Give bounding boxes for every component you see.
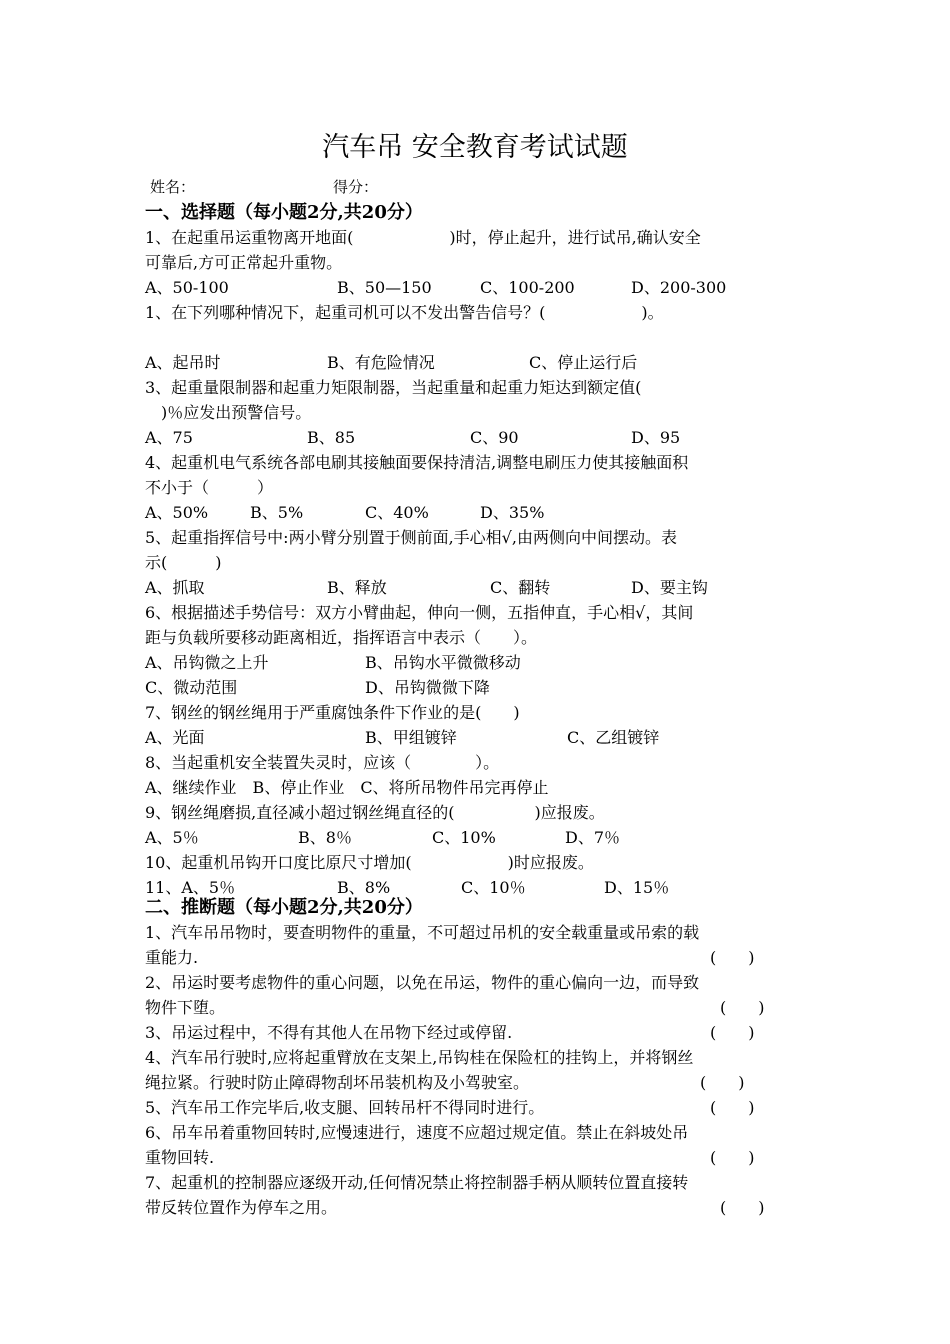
option-b: B、甲组镀锌 — [365, 728, 457, 747]
option-d: D、35% — [480, 503, 545, 522]
option-b: B、吊钩水平微微移动 — [365, 653, 521, 672]
option-c: C、90 — [470, 428, 519, 447]
name-label: 姓名： — [150, 178, 196, 196]
section1-body — [145, 225, 815, 900]
option-b: B、释放 — [327, 578, 387, 597]
question-8-line-1: 8、当起重机安全装置失灵时，应该（ ）。 — [145, 753, 500, 772]
option-a: 11、A、5％ — [145, 878, 236, 897]
question-9-options — [145, 825, 815, 850]
answer-parens[interactable]: ( ) — [700, 1073, 745, 1092]
section1-heading: 一、选择题（每小题2分,共20分） — [145, 202, 423, 223]
option-b: B、8% — [337, 878, 391, 897]
option-b: B、5% — [250, 503, 304, 522]
statement-6-line-2 — [145, 1145, 815, 1170]
option-c: C、100-200 — [480, 278, 575, 297]
section2-heading: 二、推断题（每小题2分,共20分） — [145, 897, 423, 918]
statement-text: 重能力. — [145, 948, 199, 967]
option-c: C、翻转 — [490, 578, 551, 597]
option-d: D、15％ — [604, 878, 670, 897]
option-a: A、5％ — [145, 828, 199, 847]
question-4-line-1: 4、起重机电气系统各部电刷其接触面要保持清洁,调整电刷压力使其接触面积 — [145, 453, 689, 472]
question-3-line-1: 3、起重量限制器和起重力矩限制器，当起重量和起重力矩达到额定值( — [145, 378, 642, 397]
option-c: C、微动范围 — [145, 678, 238, 697]
option-a: A、50-100 — [145, 278, 229, 297]
option-c: C、10% — [432, 828, 496, 847]
option-d: D、200-300 — [631, 278, 727, 297]
statement-2-line-2 — [145, 995, 815, 1020]
option-d: D、7％ — [565, 828, 621, 847]
question-3-line-2: )％应发出预警信号。 — [145, 403, 312, 422]
statement-7-line-2 — [145, 1195, 815, 1220]
answer-parens[interactable]: ( ) — [720, 1198, 765, 1217]
option-b: B、50—150 — [337, 278, 432, 297]
statement-4-line-2 — [145, 1070, 815, 1095]
option-c: C、停止运行后 — [529, 353, 638, 372]
statement-text: 物件下堕。 — [145, 998, 226, 1017]
question-5-line-2: 示( ) — [145, 553, 222, 572]
section2-body — [145, 920, 815, 1220]
answer-parens[interactable]: ( ) — [710, 1148, 755, 1167]
question-1-options — [145, 275, 815, 300]
option-d: D、吊钩微微下降 — [365, 678, 490, 697]
statement-text: 带反转位置作为停车之用。 — [145, 1198, 338, 1217]
statement-2-line-1: 2、吊运时要考虑物件的重心问题，以免在吊运，物件的重心偏向一边，而导致 — [145, 973, 700, 992]
question-4-line-2: 不小于（ ） — [145, 478, 274, 497]
option-d: D、要主钩 — [631, 578, 708, 597]
option-a: A、抓取 — [145, 578, 205, 597]
answer-parens[interactable]: ( ) — [710, 948, 755, 967]
answer-parens[interactable]: ( ) — [710, 1023, 755, 1042]
option-a: A、吊钩微之上升 — [145, 653, 269, 672]
question-5-options — [145, 575, 815, 600]
question-6-options-row-2 — [145, 675, 815, 700]
statement-3-line-1 — [145, 1020, 815, 1045]
option-a: A、起吊时 — [145, 353, 221, 372]
question-7-options — [145, 725, 815, 750]
question-2-options — [145, 350, 815, 375]
answer-parens[interactable]: ( ) — [720, 998, 765, 1017]
statement-text: 绳拉紧。行驶时防止障碍物刮坏吊装机构及小驾驶室。 — [145, 1073, 530, 1092]
option-c: C、10％ — [461, 878, 526, 897]
statement-text: 重物回转. — [145, 1148, 215, 1167]
statement-5-line-1 — [145, 1095, 815, 1120]
blank-line — [145, 325, 815, 350]
question-3-options — [145, 425, 815, 450]
page-title: 汽车吊 安全教育考试试题 — [322, 132, 628, 163]
option-a: A、50% — [145, 503, 209, 522]
question-10-line-1: 10、起重机吊钩开口度比原尺寸增加( )时应报废。 — [145, 853, 594, 872]
option-a: A、光面 — [145, 728, 205, 747]
statement-1-line-1: 1、汽车吊吊物时，要查明物件的重量，不可超过吊机的安全载重量或吊索的载 — [145, 923, 700, 942]
question-9-line-1: 9、钢丝绳磨损,直径减小超过钢丝绳直径的( )应报废。 — [145, 803, 605, 822]
option-d: D、95 — [631, 428, 681, 447]
question-8-options: A、继续作业 B、停止作业 C、将所吊物件吊完再停止 — [145, 778, 549, 797]
option-a: A、75 — [145, 428, 193, 447]
option-b: B、85 — [307, 428, 356, 447]
statement-4-line-1: 4、汽车吊行驶时,应将起重臂放在支架上,吊钩桂在保险杠的挂钩上，并将钢丝 — [145, 1048, 694, 1067]
question-6-line-1: 6、根据描述手势信号：双方小臂曲起，伸向一侧，五指伸直，手心相√，其间 — [145, 603, 694, 622]
question-1-line-2: 可靠后,方可正常起升重物。 — [145, 253, 343, 272]
score-label: 得分： — [333, 178, 379, 196]
statement-text: 5、汽车吊工作完毕后,收支腿、回转吊杆不得同时进行。 — [145, 1098, 545, 1117]
question-1-line-1: 1、在起重吊运重物离开地面( )时，停止起升，进行试吊,确认安全 — [145, 228, 701, 247]
option-b: B、有危险情况 — [327, 353, 435, 372]
question-5-line-1: 5、起重指挥信号中:两小臂分别置于侧前面,手心相√,由两侧向中间摆动。表 — [145, 528, 677, 547]
answer-parens[interactable]: ( ) — [710, 1098, 755, 1117]
statement-1-line-2 — [145, 945, 815, 970]
option-c: C、40% — [365, 503, 429, 522]
question-6-line-2: 距与负载所要移动距离相近，指挥语言中表示（ ）。 — [145, 628, 538, 647]
question-4-options — [145, 500, 815, 525]
question-7-line-1: 7、钢丝的钢丝绳用于严重腐蚀条件下作业的是( ) — [145, 703, 520, 722]
question-6-options-row-1 — [145, 650, 815, 675]
question-2-line-1: 1、在下列哪种情况下，起重司机可以不发出警告信号？( )。 — [145, 303, 664, 322]
option-c: C、乙组镀锌 — [567, 728, 660, 747]
statement-text: 3、吊运过程中，不得有其他人在吊物下经过或停留. — [145, 1023, 513, 1042]
statement-6-line-1: 6、吊车吊着重物回转时,应慢速进行，速度不应超过规定值。禁止在斜坡处吊 — [145, 1123, 689, 1142]
option-b: B、8％ — [298, 828, 352, 847]
statement-7-line-1: 7、起重机的控制器应逐级开动,任何情况禁止将控制器手柄从顺转位置直接转 — [145, 1173, 689, 1192]
